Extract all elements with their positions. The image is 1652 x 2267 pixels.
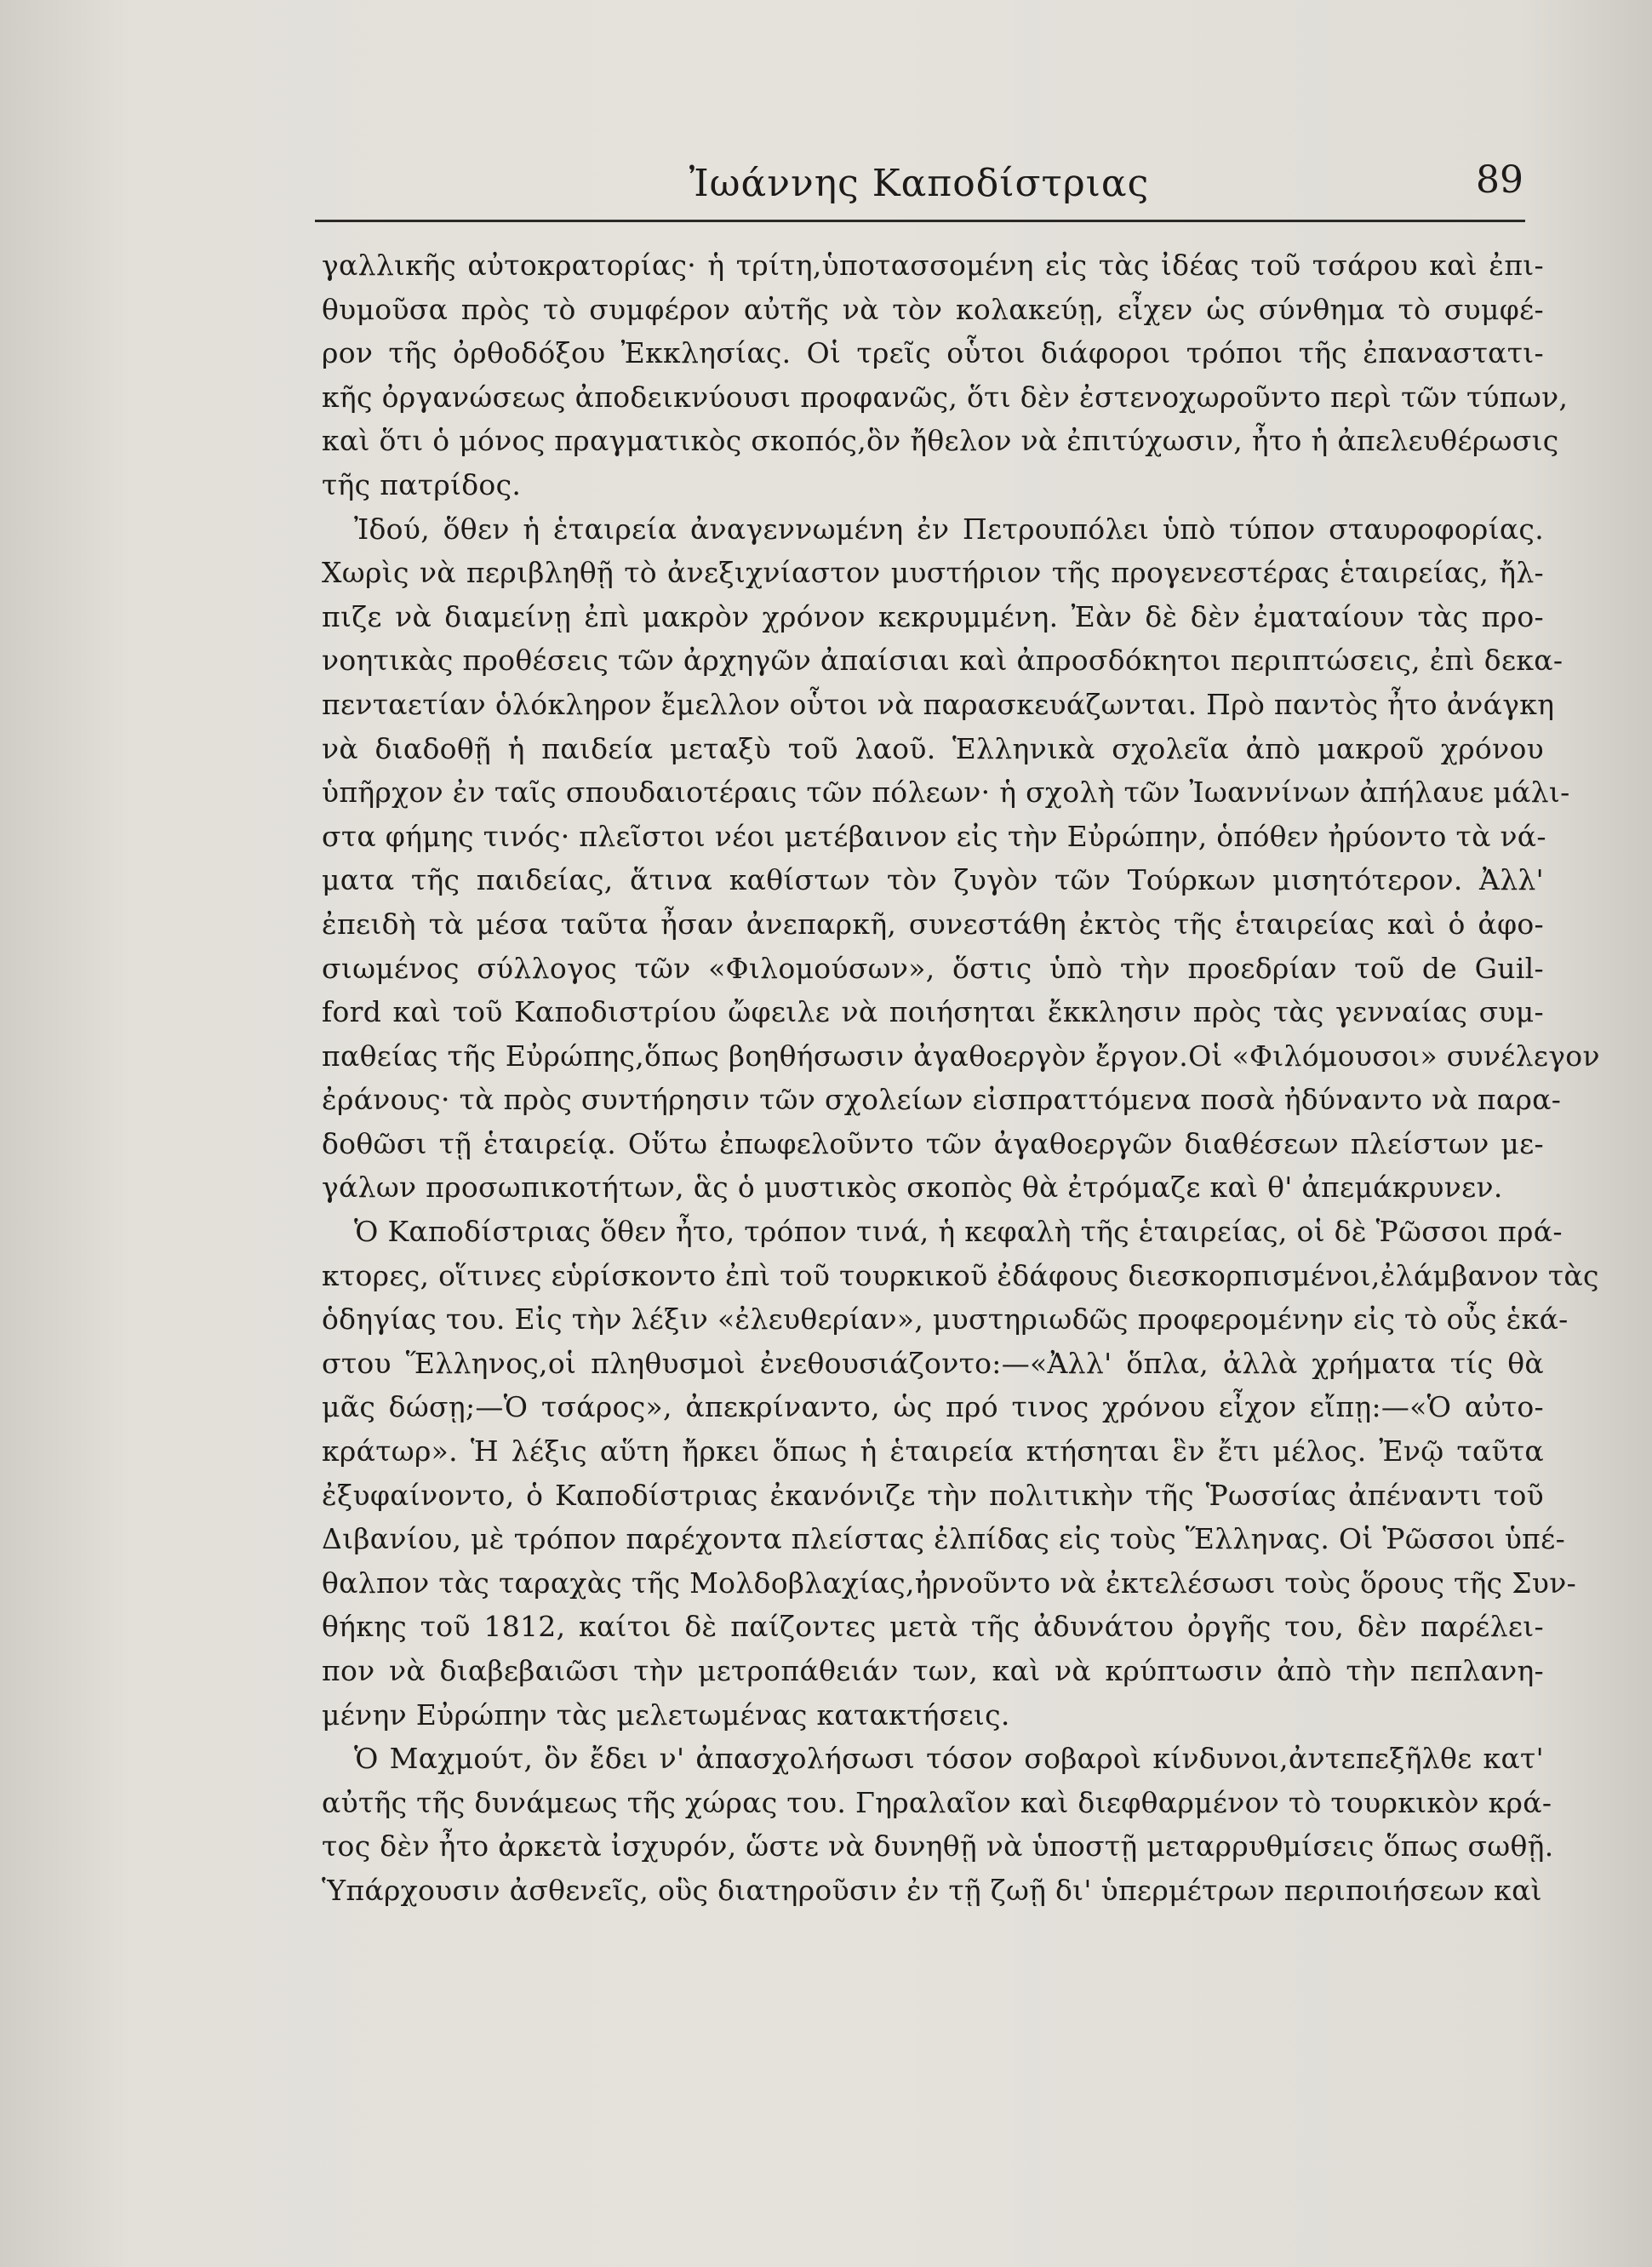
text-line: κῆς ὀργανώσεως ἀποδεικνύουσι προφανῶς, ὅτι δὲν ἐστενοχωροῦντο περὶ τῶν τύπων, [322, 380, 1569, 414]
text-line: νοητικὰς προθέσεις τῶν ἀρχηγῶν ἀπαίσιαι καὶ ἀπροσδόκητοι περιπτώσεις, ἐπὶ δεκα- [322, 644, 1563, 678]
running-title: Ἰωάννης Καποδίστριας [689, 162, 1150, 205]
text-line: γαλλικῆς αὐτοκρατορίας· ἡ τρίτη,ὑποτασσομένη εἰς τὰς ἰδέας τοῦ τσάρου καὶ ἐπι- [322, 249, 1544, 282]
text-line: Χωρὶς νὰ περιβληθῇ τὸ ἀνεξιχνίαστον μυστήριον τῆς προγενεστέρας ἑταιρείας, ἤλ- [322, 556, 1544, 590]
text-line: ματα τῆς παιδείας, ἅτινα καθίστων τὸν ζυγὸν τῶν Τούρκων μισητότερον. Ἀλλ' [322, 863, 1544, 897]
text-line: θήκης τοῦ 1812, καίτοι δὲ παίζοντες μετὰ τῆς ἀδυνάτου ὀργῆς του, δὲν παρέλει- [322, 1610, 1544, 1644]
text-line: ἐράνους· τὰ πρὸς συντήρησιν τῶν σχολείων εἰσπραττόμενα ποσὰ ἠδύναντο νὰ παρα- [322, 1083, 1562, 1117]
text-line: Ὁ Μαχμούτ, ὃν ἔδει ν' ἀπασχολήσωσι τόσον σοβαροὶ κίνδυνοι,ἀντεπεξῆλθε κατ' [354, 1742, 1544, 1776]
paragraph [322, 507, 1600, 1211]
header-rule [315, 220, 1525, 222]
running-head [315, 152, 1523, 220]
text-line: στου Ἕλληνος,οἱ πληθυσμοὶ ἐνεθουσιάζοντο:—«Ἀλλ' ὅπλα, ἀλλὰ χρήματα τίς θὰ [322, 1346, 1544, 1380]
text-line: δοθῶσι τῇ ἑταιρείᾳ. Οὕτω ἐπωφελοῦντο τῶν ἀγαθοεργῶν διαθέσεων πλείστων με- [322, 1126, 1544, 1160]
text-line: αὐτῆς τῆς δυνάμεως τῆς χώρας του. Γηραλαῖον καὶ διεφθαρμένον τὸ τουρκικὸν κρά- [322, 1785, 1552, 1819]
text-line: μᾶς δώσῃ;—Ὁ τσάρος», ἀπεκρίναντο, ὡς πρό τινος χρόνου εἶχον εἴπῃ:—«Ὁ αὐτο- [322, 1390, 1544, 1424]
text-line: ρον τῆς ὀρθοδόξου Ἐκκλησίας. Οἱ τρεῖς οὗτοι διάφοροι τρόποι τῆς ἐπαναστατι- [322, 336, 1544, 370]
text-line: μένην Εὐρώπην τὰς μελετωμένας κατακτήσεις. [322, 1697, 1010, 1732]
text-line: ἐπειδὴ τὰ μέσα ταῦτα ἦσαν ἀνεπαρκῆ, συνεστάθη ἐκτὸς τῆς ἑταιρείας καὶ ὁ ἀφο- [322, 907, 1544, 941]
text-line: ἐξυφαίνοντο, ὁ Καποδίστριας ἐκανόνιζε τὴν πολιτικὴν τῆς Ῥωσσίας ἀπέναντι τοῦ [322, 1478, 1544, 1512]
text-line: ὑπῆρχον ἐν ταῖς σπουδαιοτέραις τῶν πόλεων· ἡ σχολὴ τῶν Ἰωαννίνων ἀπήλαυε μάλι- [322, 776, 1570, 810]
text-line: τος δὲν ἦτο ἀρκετὰ ἰσχυρόν, ὥστε νὰ δυνηθῇ νὰ ὑποστῇ μεταρρυθμίσεις ὅπως σωθῇ. [322, 1829, 1554, 1863]
text-line: πιζε νὰ διαμείνῃ ἐπὶ μακρὸν χρόνον κεκρυμμένη. Ἐὰν δὲ δὲν ἐματαίουν τὰς προ- [322, 599, 1544, 633]
text-line: σιωμένος σύλλογος τῶν «Φιλομούσων», ὅστις ὑπὸ τὴν προεδρίαν τοῦ de Guil- [322, 951, 1544, 985]
page-number: 89 [1476, 158, 1523, 202]
text-line: ford καὶ τοῦ Καποδιστρίου ὤφειλε νὰ ποιήσηται ἔκκλησιν πρὸς τὰς γενναίας συμ- [322, 995, 1544, 1029]
text-line: νὰ διαδοθῇ ἡ παιδεία μεταξὺ τοῦ λαοῦ. Ἑλληνικὰ σχολεῖα ἀπὸ μακροῦ χρόνου [322, 731, 1544, 765]
text-line: πον νὰ διαβεβαιῶσι τὴν μετροπάθειάν των, καὶ νὰ κρύπτωσιν ἀπὸ τὴν πεπλανη- [322, 1654, 1544, 1687]
text-line: θυμοῦσα πρὸς τὸ συμφέρον αὐτῆς νὰ τὸν κολακεύῃ, εἶχεν ὡς σύνθημα τὸ συμφέ- [322, 292, 1544, 326]
body-text [322, 243, 1600, 1913]
text-line: Ἰδού, ὅθεν ἡ ἑταιρεία ἀναγεννωμένη ἐν Πετρουπόλει ὑπὸ τύπον σταυροφορίας. [354, 512, 1544, 546]
text-line: Ὑπάρχουσιν ἀσθενεῖς, οὓς διατηροῦσιν ἐν τῇ ζωῇ δι' ὑπερμέτρων περιποιήσεων καὶ [322, 1873, 1542, 1907]
text-line: γάλων προσωπικοτήτων, ἃς ὁ μυστικὸς σκοπὸς θὰ ἐτρόμαζε καὶ θ' ἀπεμάκρυνεν. [322, 1171, 1503, 1205]
text-line: στα φήμης τινός· πλεῖστοι νέοι μετέβαινον εἰς τὴν Εὐρώπην, ὁπόθεν ἠρύοντο τὰ νά- [322, 819, 1546, 853]
text-line: τῆς πατρίδος. [322, 467, 522, 501]
text-line: παθείας τῆς Εὐρώπης,ὅπως βοηθήσωσιν ἀγαθοεργὸν ἔργον.Οἱ «Φιλόμουσοι» συνέλεγον [322, 1039, 1600, 1073]
paragraph [322, 1737, 1554, 1912]
paragraph [322, 1210, 1599, 1737]
text-line: ὁδηγίας του. Εἰς τὴν λέξιν «ἐλευθερίαν», μυστηριωδῶς προφερομένην εἰς τὸ οὖς ἑκά- [322, 1302, 1569, 1337]
text-line: Διβανίου, μὲ τρόπον παρέχοντα πλείστας ἐλπίδας εἰς τοὺς Ἕλληνας. Οἱ Ῥῶσσοι ὑπέ- [322, 1522, 1566, 1556]
text-line: πενταετίαν ὁλόκληρον ἔμελλον οὗτοι νὰ παρασκευάζωνται. Πρὸ παντὸς ἦτο ἀνάγκη [322, 687, 1555, 721]
text-line: καὶ ὅτι ὁ μόνος πραγματικὸς σκοπός,ὃν ἤθελον νὰ ἐπιτύχωσιν, ἦτο ἡ ἀπελευθέρωσις [322, 424, 1559, 458]
text-line: Ὁ Καποδίστριας ὅθεν ἦτο, τρόπον τινά, ἡ κεφαλὴ τῆς ἑταιρείας, οἱ δὲ Ῥῶσσοι πρά- [354, 1215, 1563, 1249]
text-line: κτορες, οἵτινες εὑρίσκοντο ἐπὶ τοῦ τουρκικοῦ ἐδάφους διεσκορπισμένοι,ἐλάμβανον τὰς [322, 1258, 1599, 1292]
paragraph [322, 243, 1569, 507]
text-line: θαλπον τὰς ταραχὰς τῆς Μολδοβλαχίας,ἠρνοῦντο νὰ ἐκτελέσωσι τοὺς ὅρους τῆς Συν- [322, 1566, 1577, 1600]
text-line: κράτωρ». Ἡ λέξις αὕτη ἤρκει ὅπως ἡ ἑταιρεία κτήσηται ἓν ἔτι μέλος. Ἐνῷ ταῦτα [322, 1434, 1544, 1468]
